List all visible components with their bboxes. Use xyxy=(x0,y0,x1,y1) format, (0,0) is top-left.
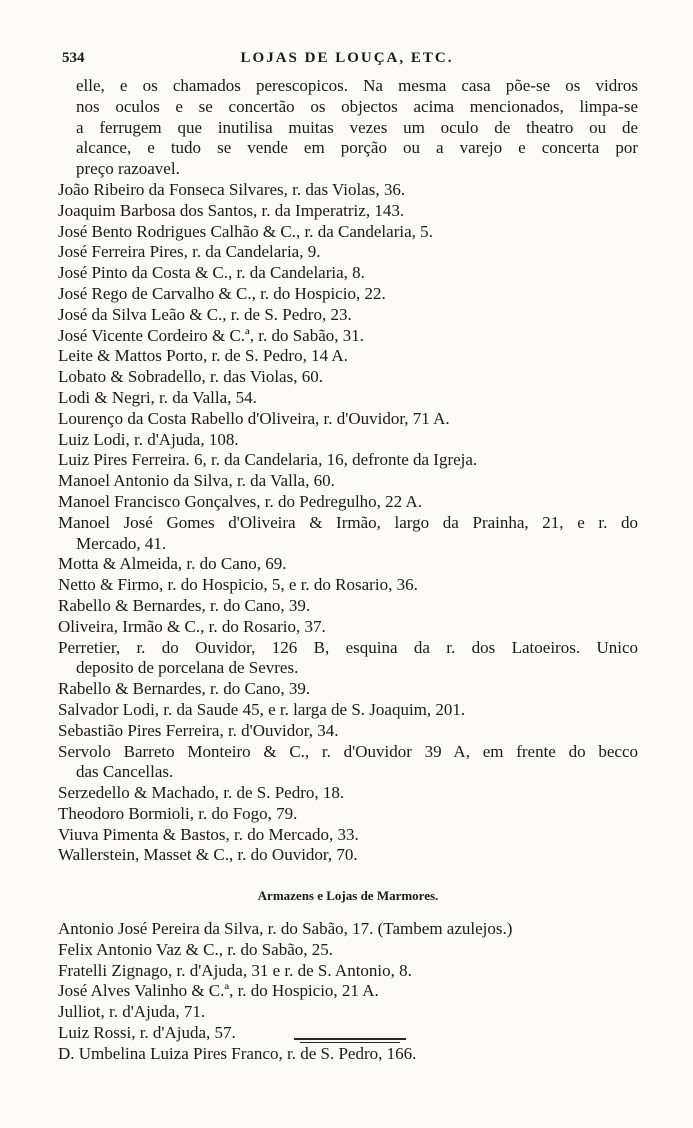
directory-body xyxy=(58,76,638,1065)
directory-entry-continuation: das Cancellas. xyxy=(76,762,174,782)
directory-entry: Rabello & Bernardes, r. do Cano, 39. xyxy=(58,679,311,699)
directory-entry: Sebastião Pires Ferreira, r. d'Ouvidor, 34. xyxy=(58,720,339,740)
directory-entry: Viuva Pimenta & Bastos, r. do Mercado, 33. xyxy=(58,824,359,844)
directory-entry: Leite & Mattos Porto, r. de S. Pedro, 14 A. xyxy=(58,346,348,366)
directory-entry: Luiz Pires Ferreira. 6, r. da Candelaria, 16, defronte da Igreja. xyxy=(58,450,478,470)
directory-entry: Manoel Antonio da Silva, r. da Valla, 60. xyxy=(58,471,335,491)
directory-entry: José Rego de Carvalho & C., r. do Hospicio, 22. xyxy=(58,283,386,303)
continuation-paragraph xyxy=(58,76,638,180)
directory-entry-continuation: Mercado, 41. xyxy=(76,533,167,553)
directory-entry: José Ferreira Pires, r. da Candelaria, 9. xyxy=(58,242,321,262)
page-number: 534 xyxy=(62,50,85,66)
paragraph-line: elle, e os chamados perescopicos. Na mesma casa põe-se os vidros xyxy=(76,76,638,95)
marble-shop-entry: José Alves Valinho & C.ª, r. do Hospicio, 21 A. xyxy=(58,981,379,1001)
directory-entry-continuation: deposito de porcelana de Sevres. xyxy=(76,658,299,678)
paragraph-line: alcance, e tudo se vende em porção ou a varejo e concerta por xyxy=(76,138,638,158)
directory-entry: Motta & Almeida, r. do Cano, 69. xyxy=(58,554,287,574)
directory-entry: Oliveira, Irmão & C., r. do Rosario, 37. xyxy=(58,616,326,636)
directory-entry: José da Silva Leão & C., r. de S. Pedro, 23. xyxy=(58,304,352,324)
paragraph-line: nos oculos e se concertão os objectos acima mencionados, limpa-se xyxy=(76,96,638,116)
end-rule xyxy=(294,1038,406,1040)
directory-entry: João Ribeiro da Fonseca Silvares, r. das Violas, 36. xyxy=(58,179,406,199)
directory-entry: Serzedello & Machado, r. de S. Pedro, 18. xyxy=(58,783,345,803)
directory-entry: Rabello & Bernardes, r. do Cano, 39. xyxy=(58,595,311,615)
page-title: LOJAS DE LOUÇA, ETC. xyxy=(240,50,454,66)
directory-entry: Servolo Barreto Monteiro & C., r. d'Ouvidor 39 A, em frente do becco xyxy=(58,741,638,761)
directory-entry: Wallerstein, Masset & C., r. do Ouvidor, 70. xyxy=(58,845,358,865)
directory-entry: Lodi & Negri, r. da Valla, 54. xyxy=(58,387,257,407)
directory-entry: José Pinto da Costa & C., r. da Candelaria, 8. xyxy=(58,263,365,283)
directory-entry: José Bento Rodrigues Calhão & C., r. da Candelaria, 5. xyxy=(58,221,433,241)
marble-shop-entry: Luiz Rossi, r. d'Ajuda, 57. xyxy=(58,1023,236,1043)
paragraph-line: preço razoavel. xyxy=(76,159,180,179)
marble-shop-entry: D. Umbelina Luiza Pires Franco, r. de S. Pedro, 166. xyxy=(58,1043,417,1063)
directory-entry: Lourenço da Costa Rabello d'Oliveira, r. d'Ouvidor, 71 A. xyxy=(58,408,450,428)
directory-entry: Joaquim Barbosa dos Santos, r. da Imperatriz, 143. xyxy=(58,200,405,220)
directory-entry: Theodoro Bormioli, r. do Fogo, 79. xyxy=(58,803,298,823)
section-heading: Armazens e Lojas de Marmores. xyxy=(257,888,439,904)
marble-shop-entry: Julliot, r. d'Ajuda, 71. xyxy=(58,1002,206,1022)
directory-entry: Perretier, r. do Ouvidor, 126 B, esquina da r. dos Latoeiros. Unico xyxy=(58,637,638,657)
directory-entry: Manoel Francisco Gonçalves, r. do Pedregulho, 22 A. xyxy=(58,491,423,511)
end-rule-thin xyxy=(300,1042,400,1043)
paragraph-line: a ferrugem que inutilisa muitas vezes um oculo de theatro ou de xyxy=(76,117,638,137)
page-header xyxy=(62,50,632,72)
directory-entry: José Vicente Cordeiro & C.ª, r. do Sabão, 31. xyxy=(58,325,365,345)
directory-entry: Netto & Firmo, r. do Hospicio, 5, e r. do Rosario, 36. xyxy=(58,575,418,595)
marble-shop-entry: Felix Antonio Vaz & C., r. do Sabão, 25. xyxy=(58,939,333,959)
directory-entry: Salvador Lodi, r. da Saude 45, e r. larga de S. Joaquim, 201. xyxy=(58,699,466,719)
marble-shop-entry: Fratelli Zignago, r. d'Ajuda, 31 e r. de S. Antonio, 8. xyxy=(58,960,412,980)
directory-entry: Luiz Lodi, r. d'Ajuda, 108. xyxy=(58,429,239,449)
shop-directory-list xyxy=(58,180,638,866)
directory-entry: Lobato & Sobradello, r. das Violas, 60. xyxy=(58,367,323,387)
directory-entry: Manoel José Gomes d'Oliveira & Irmão, largo da Prainha, 21, e r. do xyxy=(58,512,638,532)
marble-shop-entry: Antonio José Pereira da Silva, r. do Sabão, 17. (Tambem azulejos.) xyxy=(58,919,513,939)
